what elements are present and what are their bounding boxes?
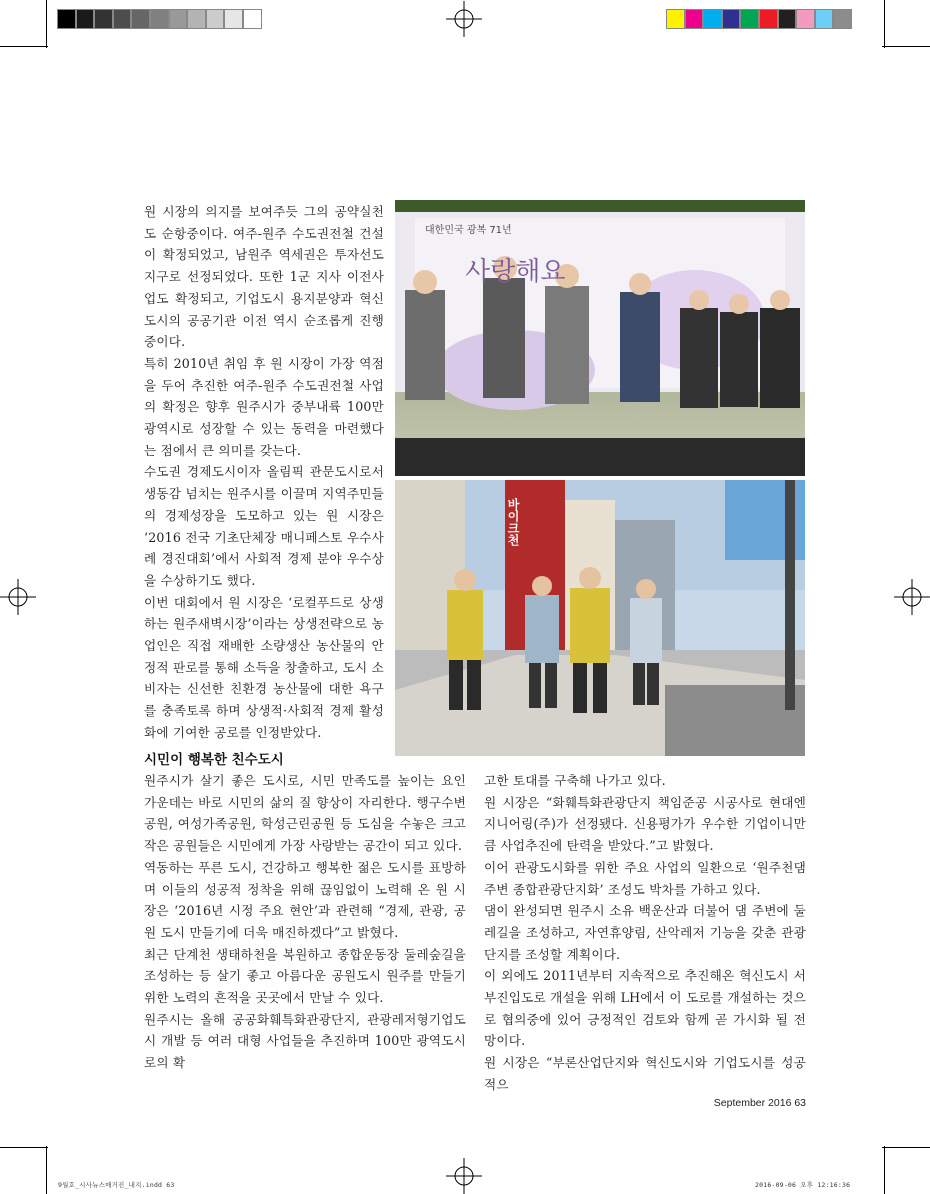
paragraph: 고한 토대를 구축해 나가고 있다. [484,773,666,788]
crop-mark [46,0,47,48]
crop-mark [882,46,930,47]
paragraph: 수도권 경제도시이자 올림픽 관문도시로서 생동감 넘치는 원주시를 이끌며 지역주민들의 경제성장을 도모하고 있는 원 시장은 ‘2016 전국 기초단체장 매니페스토 우수사례 경진대회’에서 사회적 경제 분야 우수상을 수상하기도 했다. [144,464,384,588]
color-swatch [131,9,150,29]
color-swatch [224,9,243,29]
paragraph: 원주시가 살기 좋은 도시로, 시민 만족도를 높이는 요인 가운데는 바로 시민의 삶의 질 향상이 자리한다. 행구수변공원, 여성가족공원, 학성근린공원 등 도심을 수놓은 크고 작은 공원들은 시민에게 가장 사랑받는 공간이 되고 있다. [144,773,466,854]
grayscale-color-bar [57,9,262,29]
paragraph: 최근 단계천 생태하천을 복원하고 종합운동장 둘레숲길을 조성하는 등 살기 좋고 아름다운 공원도시 원주를 만들기 위한 노력의 흔적을 곳곳에서 만날 수 있다. [144,946,466,1006]
color-swatch [833,9,852,29]
crop-mark [882,1147,930,1148]
paragraph: 댐이 완성되면 원주시 소유 백운산과 더불어 댐 주변에 둘레길을 조성하고, 자연휴양림, 산악레저 기능을 갖춘 관광단지를 조성할 계획이다. [484,903,806,962]
color-swatch [206,9,225,29]
registration-mark-icon [0,579,36,615]
banner-small-text: 대한민국 광복 71년 [425,225,512,236]
article-column-left-bottom [144,770,466,1074]
paragraph: 원 시장은 “화훼특화관광단지 책임준공 시공사로 현대엔지니어링(주)가 선정됐다. 신용평가가 우수한 기업이니만큼 사업추진에 탄력을 받았다.”고 밝혔다. [484,794,806,854]
slug-timestamp: 2016-09-06 오후 12:16:36 [755,1181,851,1189]
color-swatch [778,9,797,29]
crop-mark [46,1146,47,1194]
shop-sign-text: 바이크천 [506,498,520,546]
banner-large-text: 사랑해요 [465,257,566,287]
photo-stage-event [395,200,805,476]
crop-mark [884,1146,885,1194]
color-swatch [740,9,759,29]
color-swatch [666,9,685,29]
paragraph: 원 시장은 “부론산업단지와 혁신도시와 기업도시를 성공적으 [484,1055,806,1092]
color-swatch [722,9,741,29]
paragraph: 이번 대회에서 원 시장은 ‘로컬푸드로 상생하는 원주새벽시장’이라는 상생전략으로 농업인은 직접 재배한 소량생산 농산물의 안정적 판로를 통해 소득을 창출하고, 도시 소비자는 신선한 친환경 농산물에 대한 욕구를 충족토록 하며 상생적·사회적 경제 활성화에 기여한 공로를 인정받았다. [144,594,384,740]
article-column-right-bottom [484,770,806,1096]
crop-mark [0,46,48,47]
color-swatch [169,9,188,29]
color-swatch [243,9,262,29]
color-swatch [685,9,704,29]
paragraph: 특히 2010년 취임 후 원 시장이 가장 역점을 두어 추진한 여주-원주 수도권전철 사업의 확정은 향후 원주시가 중부내륙 100만 광역시로 성장할 수 있는 동력을 마련했다는 점에서 큰 의미를 갖는다. [144,355,384,458]
paragraph: 이어 관광도시화를 위한 주요 사업의 일환으로 ‘원주천댐 주변 종합관광단지화’ 조성도 박차를 가하고 있다. [484,859,806,897]
article-column-left-top [144,201,384,744]
photo-street-walk [395,480,805,756]
color-swatch [76,9,95,29]
color-swatch [703,9,722,29]
registration-mark-icon [446,1158,482,1194]
color-swatch [150,9,169,29]
paragraph: 원 시장의 의지를 보여주듯 그의 공약실천도 순항중이다. 여주-원주 수도권전철 건설이 확정되었고, 남원주 역세권은 투자선도 지구로 선정되었다. 또한 1군 지사 이전사업도 확정되고, 기업도시 용지분양과 혁신도시의 공공기관 이전 역시 순조롭게 진행중이다. [144,204,384,350]
color-swatch [187,9,206,29]
section-heading: 시민이 행복한 친수도시 [144,752,284,768]
registration-mark-icon [446,1,482,37]
registration-mark-icon [894,579,930,615]
paragraph: 역동하는 푸른 도시, 건강하고 행복한 젊은 도시를 표방하며 이들의 성공적 정착을 위해 끊임없이 노력해 온 원 시장은 ‘2016년 시정 주요 현안’과 관련해 “경제, 관광, 공원 도시 만들기에 더욱 매진하겠다”고 밝혔다. [144,859,466,940]
crop-mark [884,0,885,48]
page-folio: September 2016 63 [713,1097,806,1109]
color-swatch [815,9,834,29]
color-swatch [94,9,113,29]
process-color-bar [666,9,852,29]
color-swatch [796,9,815,29]
color-swatch [113,9,132,29]
slug-filename: 9월호_시사뉴스매거진_내지.indd 63 [58,1181,175,1189]
crop-mark [0,1147,48,1148]
paragraph: 원주시는 올해 공공화훼특화관광단지, 관광레저형기업도시 개발 등 여러 대형 사업들을 추진하며 100만 광역도시로의 확 [144,1011,466,1071]
paragraph: 이 외에도 2011년부터 지속적으로 추진해온 혁신도시 서부진입도로 개설을 위해 LH에서 이 도로를 개설하는 것으로 협의중에 있어 긍정적인 검토와 함께 곧 가시화 될 전망이다. [484,968,806,1049]
color-swatch [57,9,76,29]
color-swatch [759,9,778,29]
